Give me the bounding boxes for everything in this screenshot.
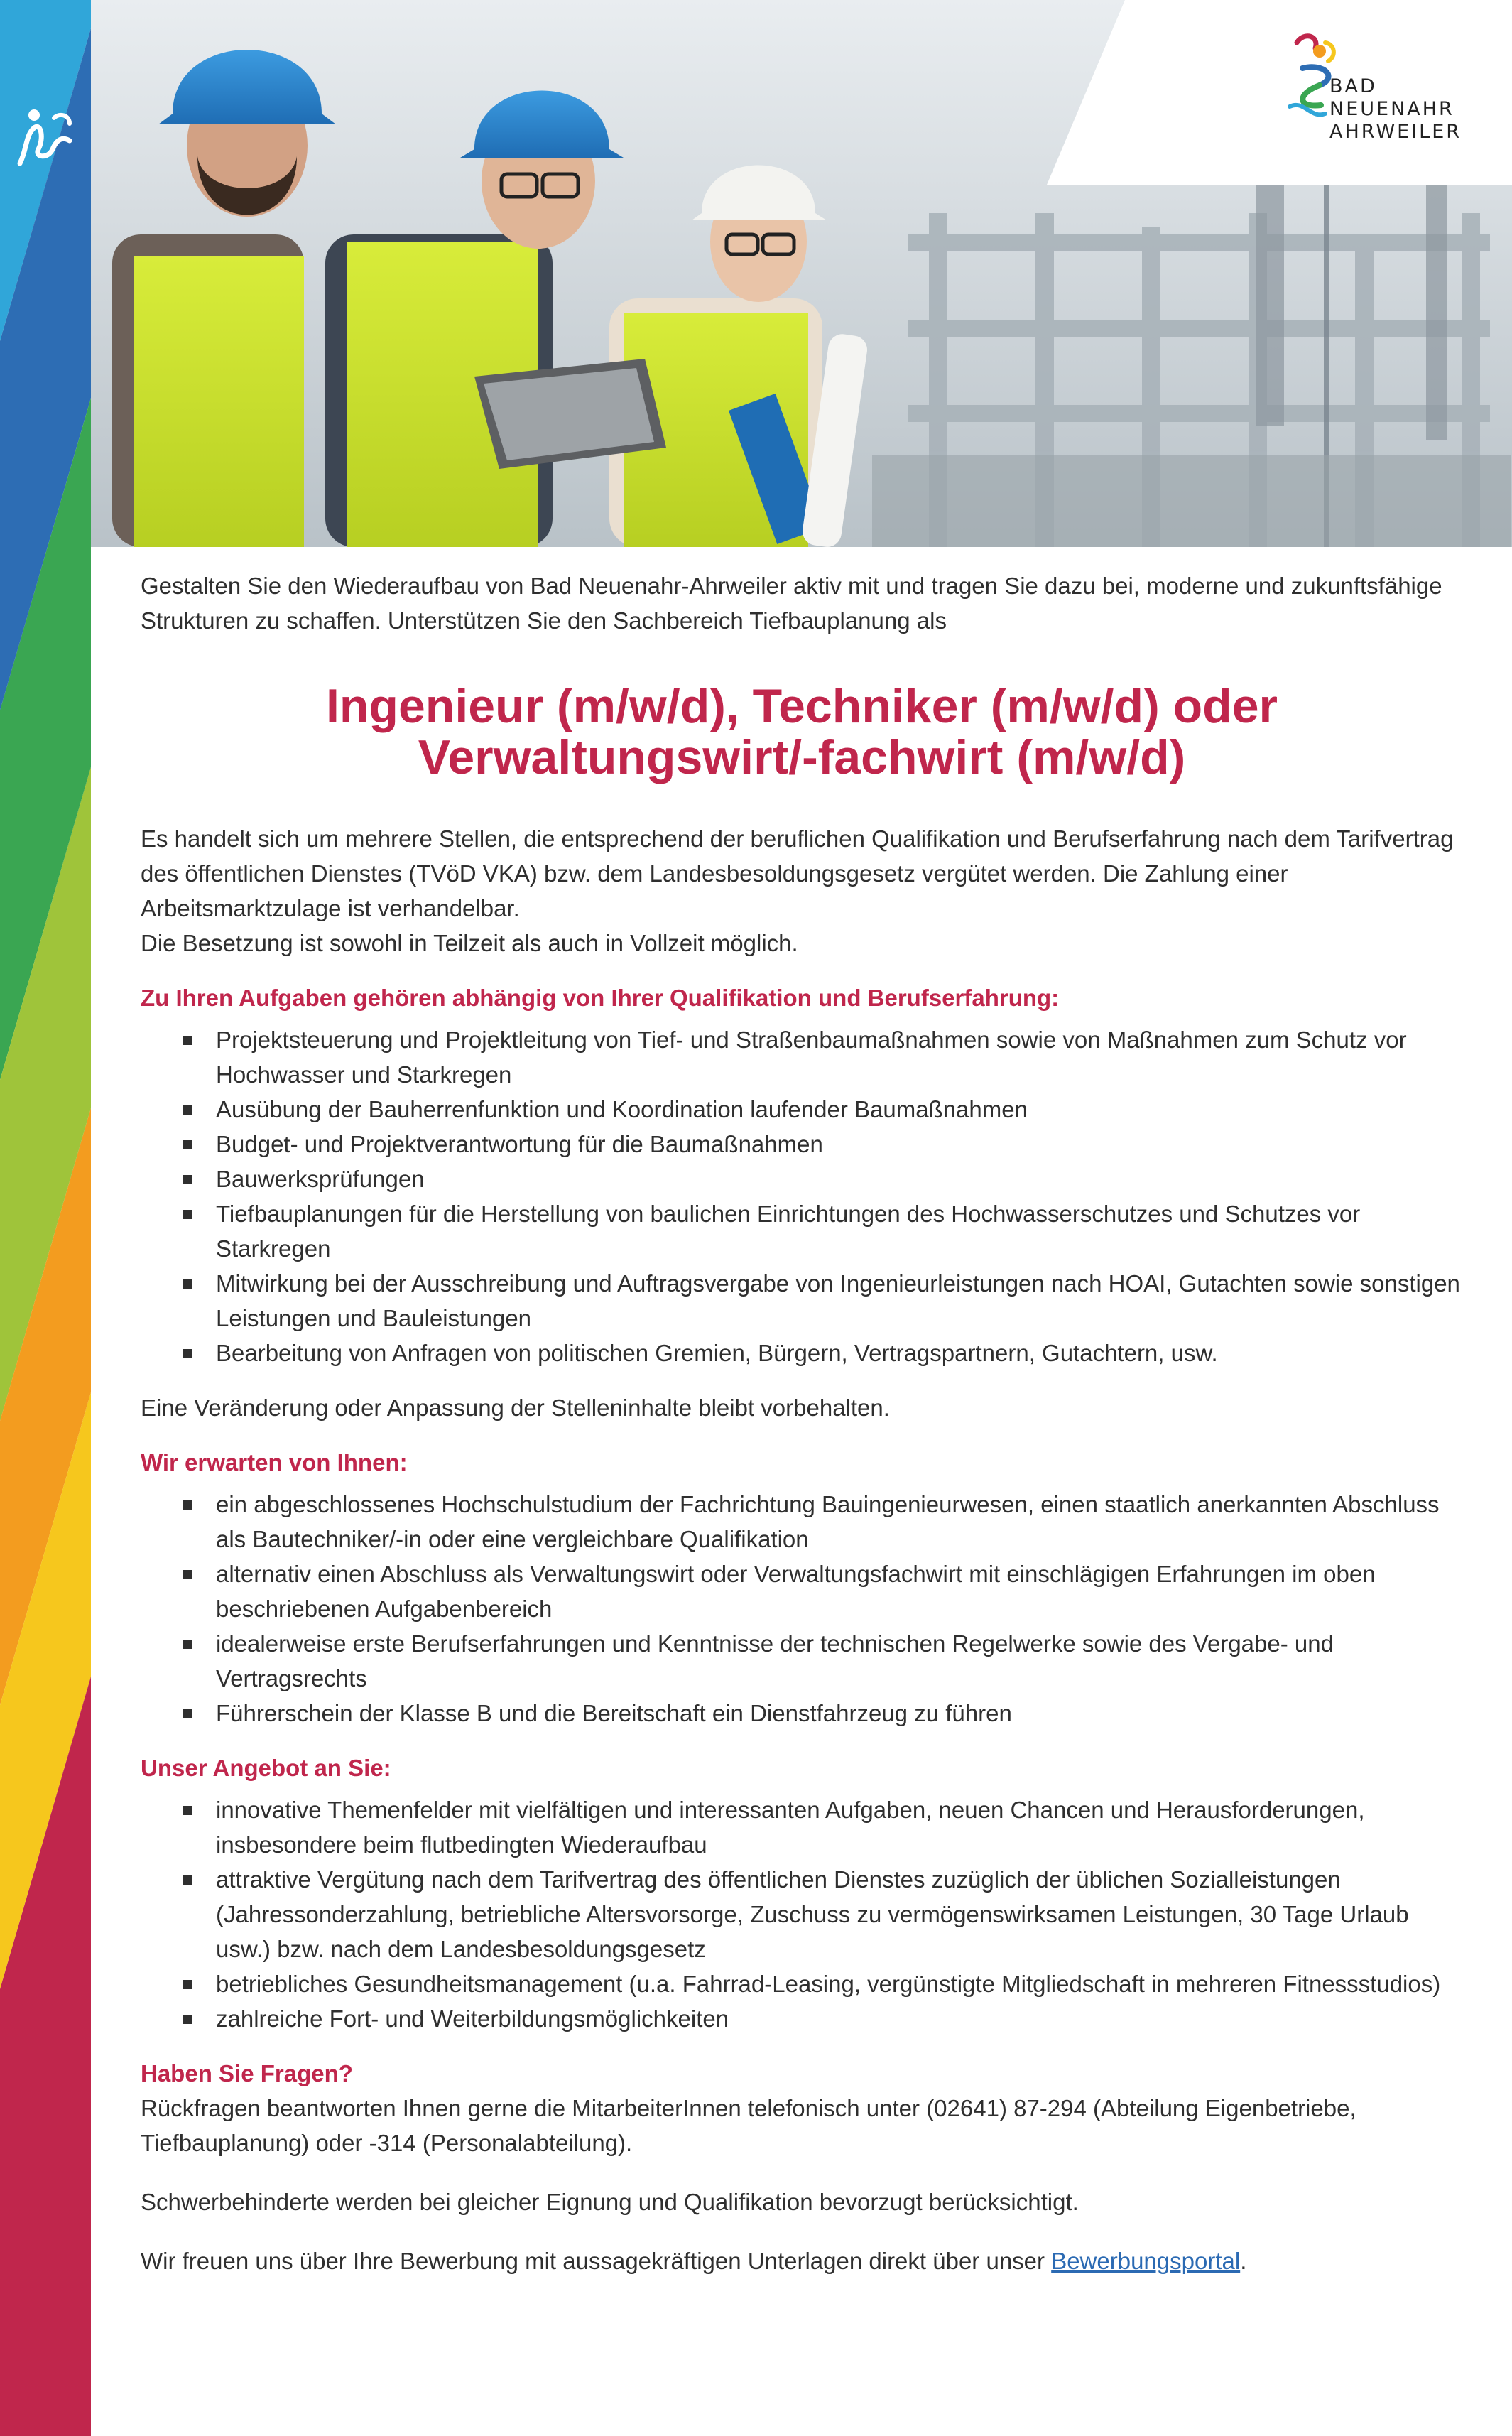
list-item: Bauwerksprüfungen xyxy=(216,1162,1463,1196)
tasks-note: Eine Veränderung oder Anpassung der Stelleninhalte bleibt vorbehalten. xyxy=(141,1395,890,1421)
stripe-signet-icon xyxy=(13,99,78,178)
offer-list xyxy=(141,1792,1463,2036)
offer-heading: Unser Angebot an Sie: xyxy=(141,1755,391,1781)
list-item: zahlreiche Fort- und Weiterbildungsmöglichkeiten xyxy=(216,2001,1463,2036)
requirements-list xyxy=(141,1487,1463,1731)
list-item: Bearbeitung von Anfragen von politischen Gremien, Bürgern, Vertragspartnern, Gutachtern, usw. xyxy=(216,1336,1463,1370)
list-item: ein abgeschlossenes Hochschulstudium der Fachrichtung Bauingenieurwesen, einen staatlich anerkannten Abschluss als Bautechniker/-in oder eine vergleichbare Qualifikation xyxy=(216,1487,1463,1557)
job-title-line: Ingenieur (m/w/d), Techniker (m/w/d) oder xyxy=(326,679,1278,733)
city-name-line: BAD xyxy=(1329,75,1377,97)
list-item: Ausübung der Bauherrenfunktion und Koordination laufender Baumaßnahmen xyxy=(216,1092,1463,1127)
tasks-list xyxy=(141,1022,1463,1370)
list-item: idealerweise erste Berufserfahrungen und Kenntnisse der technischen Regelwerke sowie des Vergabe- und Vertragsrechts xyxy=(216,1626,1463,1696)
city-name xyxy=(1329,75,1462,144)
description-text: Die Besetzung ist sowohl in Teilzeit als auch in Vollzeit möglich. xyxy=(141,930,798,956)
job-posting-content xyxy=(141,568,1463,2278)
tasks-heading: Zu Ihren Aufgaben gehören abhängig von Ihrer Qualifikation und Berufserfahrung: xyxy=(141,985,1060,1011)
closing-text xyxy=(141,2243,1463,2278)
list-item: attraktive Vergütung nach dem Tarifvertrag des öffentlichen Dienstes zuzüglich der üblichen Sozialleistungen (Jahressonderzahlung, betriebliche Altersvorsorge, Zuschuss zu vermögenswirksamen Leistungen, 30 Tage Urlaub usw.) bzw. nach dem Landesbesoldungsgesetz xyxy=(216,1862,1463,1966)
questions-text: Rückfragen beantworten Ihnen gerne die MitarbeiterInnen telefonisch unter (02641) 87-294 (Abteilung Eigenbetriebe, Tiefbauplanung) oder -314 (Personalabteilung). xyxy=(141,2095,1356,2156)
list-item: betriebliches Gesundheitsmanagement (u.a. Fahrrad-Leasing, vergünstigte Mitgliedschaft in mehreren Fitnessstudios) xyxy=(216,1966,1463,2001)
description-text: Es handelt sich um mehrere Stellen, die entsprechend der beruflichen Qualifikation und Berufserfahrung nach dem Tarifvertrag des öffentlichen Dienstes (TVöD VKA) bzw. dem Landesbesoldungsgesetz vergütet werden. Die Zahlung einer Arbeitsmarktzulage ist verhandelbar. xyxy=(141,825,1454,921)
job-title xyxy=(141,681,1463,783)
list-item: Budget- und Projektverantwortung für die Baumaßnahmen xyxy=(216,1127,1463,1162)
requirements-heading: Wir erwarten von Ihnen: xyxy=(141,1449,408,1476)
list-item: Mitwirkung bei der Ausschreibung und Auftragsvergabe von Ingenieurleistungen nach HOAI, Gutachten sowie sonstigen Leistungen und Bauleistungen xyxy=(216,1266,1463,1336)
closing-text-after: . xyxy=(1240,2248,1247,2274)
disability-note: Schwerbehinderte werden bei gleicher Eignung und Qualifikation bevorzugt berücksichtigt. xyxy=(141,2189,1079,2215)
rainbow-side-stripe xyxy=(0,0,91,2436)
job-title-line: Verwaltungswirt/-fachwirt (m/w/d) xyxy=(418,730,1186,784)
list-item: alternativ einen Abschluss als Verwaltungswirt oder Verwaltungsfachwirt mit einschlägigen Erfahrungen im oben beschriebenen Aufgabenbereich xyxy=(216,1557,1463,1626)
application-portal-link[interactable]: Bewerbungsportal xyxy=(1051,2248,1241,2274)
list-item: Projektsteuerung und Projektleitung von Tief- und Straßenbaumaßnahmen sowie von Maßnahmen zum Schutz vor Hochwasser und Starkregen xyxy=(216,1022,1463,1092)
list-item: Führerschein der Klasse B und die Bereitschaft ein Dienstfahrzeug zu führen xyxy=(216,1696,1463,1731)
closing-text-before: Wir freuen uns über Ihre Bewerbung mit aussagekräftigen Unterlagen direkt über unser xyxy=(141,2248,1052,2274)
list-item: Tiefbauplanungen für die Herstellung von baulichen Einrichtungen des Hochwasserschutzes und Schutzes vor Starkregen xyxy=(216,1196,1463,1266)
city-logo xyxy=(1047,0,1512,185)
construction-hero-image xyxy=(91,0,1512,547)
intro-text: Gestalten Sie den Wiederaufbau von Bad Neuenahr-Ahrweiler aktiv mit und tragen Sie dazu bei, moderne und zukunftsfähige Strukturen zu schaffen. Unterstützen Sie den Sachbereich Tiefbauplanung als xyxy=(141,573,1442,634)
city-name-line: AHRWEILER xyxy=(1329,121,1462,143)
questions-heading: Haben Sie Fragen? xyxy=(141,2060,353,2086)
city-name-line: NEUENAHR xyxy=(1329,98,1454,120)
list-item: innovative Themenfelder mit vielfältigen und interessanten Aufgaben, neuen Chancen und Herausforderungen, insbesondere beim flutbedingten Wiederaufbau xyxy=(216,1792,1463,1862)
